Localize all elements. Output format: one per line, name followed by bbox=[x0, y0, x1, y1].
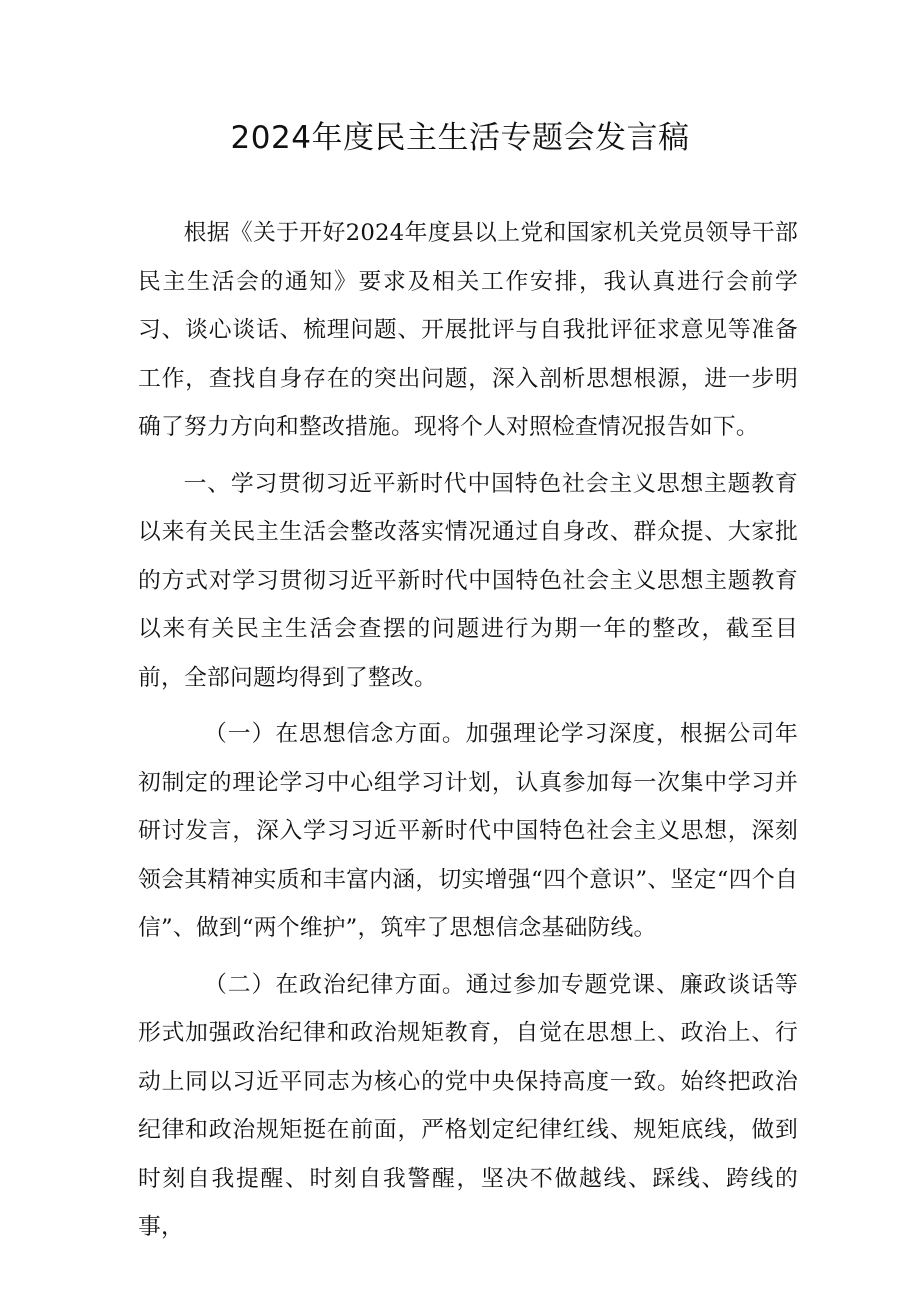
subsection-2-paragraph: （二）在政治纪律方面。通过参加专题党课、廉政谈话等形式加强政治纪律和政治规矩教育，自觉在思想上、政治上、行动上同以习近平同志为核心的党中央保持高度一致。始终把政治纪律和政治规矩挺在前面，严格划定纪律红线、规矩底线，做到时刻自我提醒、时刻自我警醒，坚决不做越线、踩线、跨线的事， bbox=[138, 971, 798, 1240]
intro-paragraph: 根据《关于开好2024年度县以上党和国家机关党员领导干部民主生活会的通知》要求及相关工作安排，我认真进行会前学习、谈心谈话、梳理问题、开展批评与自我批评征求意见等准备工作，查找自身存在的突出问题，深入剖析思想根源，进一步明确了努力方向和整改措施。现将个人对照检查情况报告如下。 bbox=[138, 220, 798, 440]
section-1-paragraph: 一、学习贯彻习近平新时代中国特色社会主义思想主题教育以来有关民主生活会整改落实情况通过自身改、群众提、大家批的方式对学习贯彻习近平新时代中国特色社会主义思想主题教育以来有关民主生活会查摆的问题进行为期一年的整改，截至目前，全部问题均得到了整改。 bbox=[138, 470, 798, 691]
document-body bbox=[138, 209, 798, 1252]
subsection-1-paragraph: （一）在思想信念方面。加强理论学习深度，根据公司年初制定的理论学习中心组学习计划，认真参加每一次集中学习并研讨发言，深入学习习近平新时代中国特色社会主义思想，深刻领会其精神实质和丰富内涵，切实增强“四个意识”、坚定“四个自信”、做到“两个维护”，筑牢了思想信念基础防线。 bbox=[138, 721, 798, 941]
document-title: 2024年度民主生活专题会发言稿 bbox=[230, 120, 690, 156]
